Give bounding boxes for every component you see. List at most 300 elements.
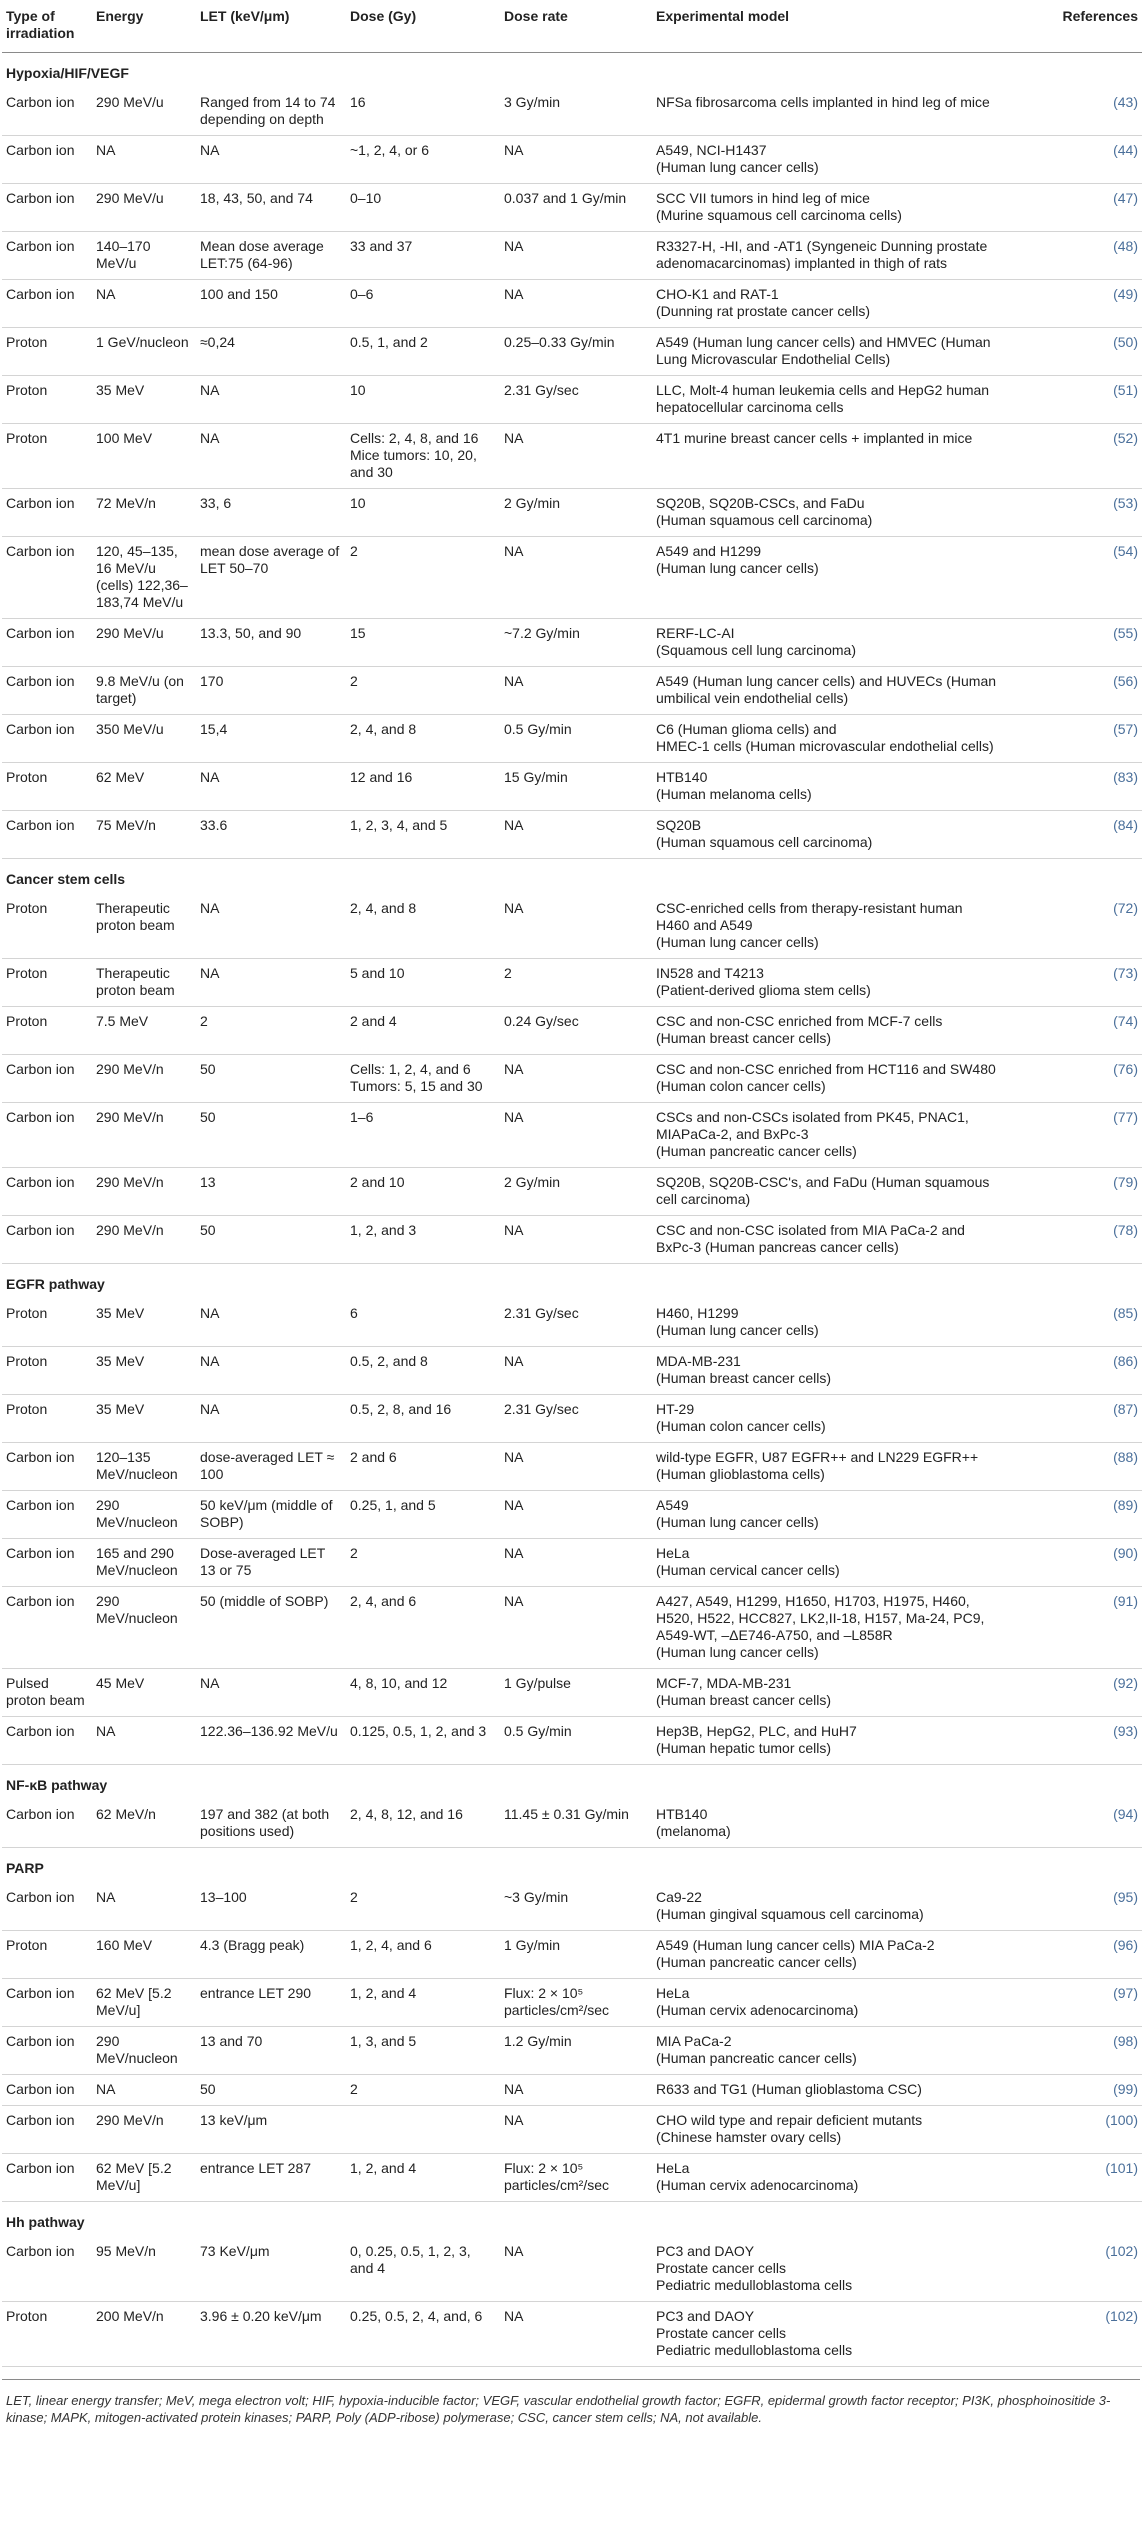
table-row [2, 1717, 1142, 1765]
cell-experimental-model [652, 1491, 1002, 1539]
cell-reference[interactable]: (53) [1002, 489, 1142, 537]
cell-let: dose-averaged LET ≈ 100 [196, 1443, 346, 1491]
cell-let: NA [196, 763, 346, 811]
model-line: (Human pancreatic cancer cells) [656, 1954, 857, 1970]
table-row [2, 959, 1142, 1007]
model-line: A549 (Human lung cancer cells) MIA PaCa-2 [656, 1937, 935, 1953]
cell-dose-rate: ~7.2 Gy/min [500, 619, 652, 667]
cell-let: NA [196, 1395, 346, 1443]
cell-let: 50 [196, 1103, 346, 1168]
cell-dose-rate: NA [500, 1539, 652, 1587]
cell-experimental-model [652, 959, 1002, 1007]
cell-energy: 62 MeV/n [92, 1800, 196, 1848]
cell-energy: 290 MeV/u [92, 184, 196, 232]
cell-let: NA [196, 959, 346, 1007]
table-row [2, 1491, 1142, 1539]
cell-type-of-irradiation: Carbon ion [2, 184, 92, 232]
model-line: wild-type EGFR, U87 EGFR++ and LN229 EGFR++ [656, 1449, 979, 1465]
cell-let: NA [196, 1299, 346, 1347]
cell-type-of-irradiation: Proton [2, 1931, 92, 1979]
cell-reference[interactable]: (54) [1002, 537, 1142, 619]
cell-reference[interactable]: (49) [1002, 280, 1142, 328]
table-row [2, 715, 1142, 763]
model-line: HeLa [656, 2160, 690, 2176]
model-line: RERF-LC-AI [656, 625, 735, 641]
cell-dose-rate: NA [500, 894, 652, 959]
model-line: CSCs and non-CSCs isolated from PK45, PNAC1, MIAPaCa-2, and BxPc-3 [656, 1109, 969, 1142]
cell-energy: 62 MeV [92, 763, 196, 811]
cell-dose-rate: 1 Gy/min [500, 1931, 652, 1979]
cell-energy: 9.8 MeV/u (on target) [92, 667, 196, 715]
cell-energy: Therapeutic proton beam [92, 959, 196, 1007]
model-line: (Human cervix adenocarcinoma) [656, 2177, 859, 2193]
model-line: A549 and H1299 [656, 543, 762, 559]
cell-dose: 2, 4, and 6 [346, 1587, 500, 1669]
cell-energy: 7.5 MeV [92, 1007, 196, 1055]
cell-type-of-irradiation: Carbon ion [2, 232, 92, 280]
model-line: A427, A549, H1299, H1650, H1703, H1975, H460, H520, H522, HCC827, LK2,II-18, H157, Ma-24, PC9, A549-WT, –ΔE746-A750, and –L858R [656, 1593, 985, 1643]
model-line: (Human lung cancer cells) [656, 159, 819, 175]
section-title: NF-κB pathway [6, 1777, 108, 1793]
cell-experimental-model [652, 1979, 1002, 2027]
cell-energy: NA [92, 280, 196, 328]
table-row [2, 2106, 1142, 2154]
cell-reference[interactable]: (84) [1002, 811, 1142, 859]
cell-dose-rate: 0.5 Gy/min [500, 715, 652, 763]
cell-let: 2 [196, 1007, 346, 1055]
cell-energy: 100 MeV [92, 424, 196, 489]
cell-energy: 290 MeV/n [92, 1168, 196, 1216]
cell-dose: 12 and 16 [346, 763, 500, 811]
cell-let: NA [196, 894, 346, 959]
table-row [2, 1587, 1142, 1669]
table-row [2, 1800, 1142, 1848]
section-header-row [2, 859, 1142, 895]
table-row [2, 1347, 1142, 1395]
cell-type-of-irradiation: Carbon ion [2, 2237, 92, 2302]
model-line: MDA-MB-231 [656, 1353, 741, 1369]
cell-experimental-model: 4T1 murine breast cancer cells + implanted in mice [652, 424, 1002, 489]
cell-reference[interactable]: (47) [1002, 184, 1142, 232]
cell-experimental-model [652, 2302, 1002, 2367]
cell-experimental-model [652, 2237, 1002, 2302]
cell-experimental-model [652, 1347, 1002, 1395]
table-row [2, 763, 1142, 811]
model-line: MIA PaCa-2 [656, 2033, 732, 2049]
model-line: (Patient-derived glioma stem cells) [656, 982, 871, 998]
model-line: SQ20B, SQ20B-CSCs, and FaDu [656, 495, 865, 511]
model-line: Prostate cancer cells [656, 2325, 786, 2341]
cell-let: 50 (middle of SOBP) [196, 1587, 346, 1669]
model-line: C6 (Human glioma cells) and [656, 721, 837, 737]
cell-dose-rate: 2 Gy/min [500, 489, 652, 537]
cell-energy: 290 MeV/nucleon [92, 1587, 196, 1669]
cell-reference[interactable]: (87) [1002, 1395, 1142, 1443]
section-title: Hypoxia/HIF/VEGF [6, 65, 129, 81]
cell-dose-rate: NA [500, 2075, 652, 2106]
model-line: Hep3B, HepG2, PLC, and HuH7 [656, 1723, 857, 1739]
cell-reference[interactable]: (102) [1002, 2237, 1142, 2302]
cell-dose-rate: 3 Gy/min [500, 88, 652, 136]
model-line: (Human squamous cell carcinoma) [656, 834, 873, 850]
cell-experimental-model [652, 1717, 1002, 1765]
cell-experimental-model [652, 619, 1002, 667]
table-row [2, 1669, 1142, 1717]
table-row [2, 2302, 1142, 2367]
table-header [2, 0, 1142, 53]
cell-reference[interactable]: (52) [1002, 424, 1142, 489]
table-row [2, 184, 1142, 232]
cell-dose: 0–10 [346, 184, 500, 232]
cell-experimental-model [652, 2154, 1002, 2202]
cell-energy: 165 and 290 MeV/nucleon [92, 1539, 196, 1587]
cell-type-of-irradiation: Proton [2, 1007, 92, 1055]
model-line: (Human breast cancer cells) [656, 1370, 832, 1386]
cell-dose: 2 and 4 [346, 1007, 500, 1055]
model-line: CHO wild type and repair deficient mutants [656, 2112, 923, 2128]
cell-reference[interactable]: (86) [1002, 1347, 1142, 1395]
cell-experimental-model: CSC and non-CSC isolated from MIA PaCa-2 and BxPc-3 (Human pancreas cancer cells) [652, 1216, 1002, 1264]
model-line: (Human glioblastoma cells) [656, 1466, 825, 1482]
cell-experimental-model [652, 763, 1002, 811]
cell-type-of-irradiation: Carbon ion [2, 1883, 92, 1931]
model-line: CSC and non-CSC enriched from MCF-7 cells [656, 1013, 943, 1029]
cell-reference[interactable]: (78) [1002, 1216, 1142, 1264]
cell-reference[interactable]: (94) [1002, 1800, 1142, 1848]
table-row [2, 2154, 1142, 2202]
cell-let: entrance LET 287 [196, 2154, 346, 2202]
cell-let: 33, 6 [196, 489, 346, 537]
model-line: (Human melanoma cells) [656, 786, 812, 802]
cell-type-of-irradiation: Carbon ion [2, 1979, 92, 2027]
section-title: PARP [6, 1860, 44, 1876]
model-line: (Human pancreatic cancer cells) [656, 2050, 857, 2066]
cell-reference[interactable]: (89) [1002, 1491, 1142, 1539]
cell-dose: Cells: 2, 4, 8, and 16 Mice tumors: 10, 20, and 30 [346, 424, 500, 489]
cell-reference[interactable]: (88) [1002, 1443, 1142, 1491]
cell-let: 50 [196, 1055, 346, 1103]
model-line: HTB140 [656, 769, 708, 785]
cell-type-of-irradiation: Carbon ion [2, 537, 92, 619]
cell-reference[interactable]: (95) [1002, 1883, 1142, 1931]
cell-experimental-model [652, 280, 1002, 328]
section-header-row [2, 1765, 1142, 1801]
cell-dose-rate: 11.45 ± 0.31 Gy/min [500, 1800, 652, 1848]
cell-let: 50 [196, 1216, 346, 1264]
table-row [2, 424, 1142, 489]
cell-let: entrance LET 290 [196, 1979, 346, 2027]
cell-reference[interactable]: (85) [1002, 1299, 1142, 1347]
table-row [2, 280, 1142, 328]
cell-dose: 2 and 6 [346, 1443, 500, 1491]
cell-energy: 120–135 MeV/nucleon [92, 1443, 196, 1491]
cell-reference[interactable]: (98) [1002, 2027, 1142, 2075]
cell-dose-rate: 15 Gy/min [500, 763, 652, 811]
cell-reference[interactable]: (102) [1002, 2302, 1142, 2367]
cell-dose-rate: 0.037 and 1 Gy/min [500, 184, 652, 232]
cell-type-of-irradiation: Carbon ion [2, 1443, 92, 1491]
cell-dose-rate: 0.24 Gy/sec [500, 1007, 652, 1055]
model-line: MCF-7, MDA-MB-231 [656, 1675, 792, 1691]
cell-experimental-model [652, 2027, 1002, 2075]
header-type-of-irradiation: Type of irradiation [2, 0, 92, 53]
table-row [2, 2027, 1142, 2075]
cell-energy: NA [92, 1883, 196, 1931]
cell-dose-rate: NA [500, 1491, 652, 1539]
cell-energy: 75 MeV/n [92, 811, 196, 859]
table-row [2, 1979, 1142, 2027]
cell-type-of-irradiation: Carbon ion [2, 489, 92, 537]
model-line: A549, NCI-H1437 [656, 142, 767, 158]
cell-energy: 290 MeV/nucleon [92, 2027, 196, 2075]
cell-dose-rate: NA [500, 424, 652, 489]
table-row [2, 1539, 1142, 1587]
cell-energy: 290 MeV/n [92, 1055, 196, 1103]
cell-dose-rate: 2 Gy/min [500, 1168, 652, 1216]
model-line: (Human lung cancer cells) [656, 1322, 819, 1338]
cell-dose: 0.5, 2, 8, and 16 [346, 1395, 500, 1443]
model-line: (Human gingival squamous cell carcinoma) [656, 1906, 924, 1922]
cell-dose: 2 [346, 1539, 500, 1587]
cell-dose: Cells: 1, 2, 4, and 6 Tumors: 5, 15 and 30 [346, 1055, 500, 1103]
cell-reference[interactable]: (77) [1002, 1103, 1142, 1168]
cell-energy: 290 MeV/nucleon [92, 1491, 196, 1539]
cell-type-of-irradiation: Carbon ion [2, 1168, 92, 1216]
cell-reference[interactable]: (57) [1002, 715, 1142, 763]
cell-energy: 95 MeV/n [92, 2237, 196, 2302]
cell-type-of-irradiation: Carbon ion [2, 811, 92, 859]
cell-let: 18, 43, 50, and 74 [196, 184, 346, 232]
cell-dose-rate: NA [500, 232, 652, 280]
cell-let: 197 and 382 (at both positions used) [196, 1800, 346, 1848]
cell-dose: 15 [346, 619, 500, 667]
table-row [2, 537, 1142, 619]
model-line: PC3 and DAOY [656, 2308, 755, 2324]
section-header-row [2, 1264, 1142, 1300]
cell-experimental-model: R3327-H, -HI, and -AT1 (Syngeneic Dunning prostate adenomacarcinomas) implanted in thigh of rats [652, 232, 1002, 280]
cell-dose: 2, 4, and 8 [346, 894, 500, 959]
cell-reference[interactable]: (51) [1002, 376, 1142, 424]
cell-dose-rate: NA [500, 537, 652, 619]
cell-experimental-model: R633 and TG1 (Human glioblastoma CSC) [652, 2075, 1002, 2106]
cell-dose: 10 [346, 376, 500, 424]
cell-dose: 0–6 [346, 280, 500, 328]
cell-let: 4.3 (Bragg peak) [196, 1931, 346, 1979]
cell-dose-rate: Flux: 2 × 10⁵ particles/cm²/sec [500, 2154, 652, 2202]
cell-experimental-model [652, 715, 1002, 763]
table-row [2, 1216, 1142, 1264]
cell-experimental-model: LLC, Molt-4 human leukemia cells and HepG2 human hepatocellular carcinoma cells [652, 376, 1002, 424]
cell-let: 3.96 ± 0.20 keV/μm [196, 2302, 346, 2367]
cell-dose-rate: 2.31 Gy/sec [500, 1395, 652, 1443]
cell-reference[interactable]: (93) [1002, 1717, 1142, 1765]
cell-dose-rate: 2.31 Gy/sec [500, 376, 652, 424]
cell-reference[interactable]: (97) [1002, 1979, 1142, 2027]
cell-reference[interactable]: (83) [1002, 763, 1142, 811]
cell-reference[interactable]: (74) [1002, 1007, 1142, 1055]
cell-let: Dose-averaged LET 13 or 75 [196, 1539, 346, 1587]
model-line: (Human lung cancer cells) [656, 1644, 819, 1660]
section-title: Hh pathway [6, 2214, 85, 2230]
cell-experimental-model [652, 1931, 1002, 1979]
cell-dose-rate: 1 Gy/pulse [500, 1669, 652, 1717]
cell-dose: 0, 0.25, 0.5, 1, 2, 3, and 4 [346, 2237, 500, 2302]
cell-dose: 1, 2, and 3 [346, 1216, 500, 1264]
table-row [2, 2075, 1142, 2106]
cell-energy: 290 MeV/u [92, 619, 196, 667]
cell-experimental-model [652, 2106, 1002, 2154]
model-line: (Human lung cancer cells) [656, 1514, 819, 1530]
cell-reference[interactable]: (101) [1002, 2154, 1142, 2202]
header-row [2, 0, 1142, 53]
cell-reference[interactable]: (48) [1002, 232, 1142, 280]
cell-reference[interactable]: (56) [1002, 667, 1142, 715]
cell-let: NA [196, 1669, 346, 1717]
cell-experimental-model [652, 1587, 1002, 1669]
cell-type-of-irradiation: Carbon ion [2, 2027, 92, 2075]
model-line: (Human lung cancer cells) [656, 934, 819, 950]
cell-reference[interactable]: (43) [1002, 88, 1142, 136]
table-footnote: LET, linear energy transfer; MeV, mega electron volt; HIF, hypoxia-inducible factor; VEGF, vascular endothelial growth factor; EGFR, epidermal growth factor receptor; PI3K, phosphoinositide 3-kinase; MAPK, mitogen-activated protein kinases; PARP, Poly (ADP-ribose) polymerase; CSC, cancer stem cells; NA, not available. [2, 2379, 1140, 2426]
cell-type-of-irradiation: Pulsed proton beam [2, 1669, 92, 1717]
cell-let: mean dose average of LET 50–70 [196, 537, 346, 619]
header-dose: Dose (Gy) [346, 0, 500, 53]
cell-energy: 1 GeV/nucleon [92, 328, 196, 376]
cell-dose: 2, 4, 8, 12, and 16 [346, 1800, 500, 1848]
cell-type-of-irradiation: Carbon ion [2, 1800, 92, 1848]
cell-reference[interactable]: (55) [1002, 619, 1142, 667]
table-row [2, 619, 1142, 667]
cell-energy: 350 MeV/u [92, 715, 196, 763]
cell-dose-rate: NA [500, 811, 652, 859]
cell-type-of-irradiation: Proton [2, 1299, 92, 1347]
cell-energy: Therapeutic proton beam [92, 894, 196, 959]
cell-dose-rate: 0.5 Gy/min [500, 1717, 652, 1765]
cell-dose: 0.125, 0.5, 1, 2, and 3 [346, 1717, 500, 1765]
model-line: (Human cervix adenocarcinoma) [656, 2002, 859, 2018]
cell-type-of-irradiation: Carbon ion [2, 88, 92, 136]
table-row [2, 1168, 1142, 1216]
cell-reference[interactable]: (91) [1002, 1587, 1142, 1669]
cell-type-of-irradiation: Carbon ion [2, 1539, 92, 1587]
cell-type-of-irradiation: Carbon ion [2, 136, 92, 184]
cell-experimental-model [652, 811, 1002, 859]
cell-experimental-model: A549 (Human lung cancer cells) and HMVEC (Human Lung Microvascular Endothelial Cells) [652, 328, 1002, 376]
header-experimental-model: Experimental model [652, 0, 1002, 53]
cell-reference[interactable]: (96) [1002, 1931, 1142, 1979]
cell-experimental-model [652, 1669, 1002, 1717]
table-row [2, 1055, 1142, 1103]
table-row [2, 1883, 1142, 1931]
cell-experimental-model [652, 1883, 1002, 1931]
cell-let: 13.3, 50, and 90 [196, 619, 346, 667]
table-row [2, 1443, 1142, 1491]
model-line: (Murine squamous cell carcinoma cells) [656, 207, 902, 223]
model-line: HeLa [656, 1545, 690, 1561]
cell-type-of-irradiation: Carbon ion [2, 2154, 92, 2202]
cell-let: 170 [196, 667, 346, 715]
cell-type-of-irradiation: Proton [2, 763, 92, 811]
cell-experimental-model: A549 (Human lung cancer cells) and HUVECs (Human umbilical vein endothelial cells) [652, 667, 1002, 715]
cell-energy: 72 MeV/n [92, 489, 196, 537]
cell-dose-rate: NA [500, 1443, 652, 1491]
cell-type-of-irradiation: Carbon ion [2, 667, 92, 715]
cell-reference[interactable]: (44) [1002, 136, 1142, 184]
cell-dose: 6 [346, 1299, 500, 1347]
table-row [2, 1007, 1142, 1055]
table-row [2, 328, 1142, 376]
cell-energy: 290 MeV/n [92, 2106, 196, 2154]
cell-reference[interactable]: (72) [1002, 894, 1142, 959]
cell-experimental-model [652, 1007, 1002, 1055]
cell-dose: 10 [346, 489, 500, 537]
cell-dose: 33 and 37 [346, 232, 500, 280]
cell-dose: 1, 3, and 5 [346, 2027, 500, 2075]
cell-energy: 62 MeV [5.2 MeV/u] [92, 2154, 196, 2202]
cell-let: 13 [196, 1168, 346, 1216]
cell-type-of-irradiation: Carbon ion [2, 2106, 92, 2154]
cell-energy: 290 MeV/n [92, 1216, 196, 1264]
cell-reference[interactable]: (90) [1002, 1539, 1142, 1587]
cell-type-of-irradiation: Carbon ion [2, 715, 92, 763]
cell-energy: 35 MeV [92, 376, 196, 424]
table-row [2, 88, 1142, 136]
cell-dose: 4, 8, 10, and 12 [346, 1669, 500, 1717]
cell-dose: 1–6 [346, 1103, 500, 1168]
header-references: References [1002, 0, 1142, 53]
table-row [2, 2237, 1142, 2302]
table-row [2, 667, 1142, 715]
header-let: LET (keV/μm) [196, 0, 346, 53]
cell-reference[interactable]: (79) [1002, 1168, 1142, 1216]
header-dose-rate: Dose rate [500, 0, 652, 53]
cell-reference[interactable]: (50) [1002, 328, 1142, 376]
cell-dose: 1, 2, 4, and 6 [346, 1931, 500, 1979]
cell-reference[interactable]: (99) [1002, 2075, 1142, 2106]
cell-dose: 0.5, 1, and 2 [346, 328, 500, 376]
table-row [2, 232, 1142, 280]
cell-dose: 0.25, 1, and 5 [346, 1491, 500, 1539]
irradiation-studies-table [2, 0, 1142, 2367]
table-row [2, 1299, 1142, 1347]
cell-dose-rate: 2 [500, 959, 652, 1007]
model-line: HTB140 [656, 1806, 708, 1822]
cell-reference[interactable]: (73) [1002, 959, 1142, 1007]
cell-reference[interactable]: (92) [1002, 1669, 1142, 1717]
cell-let: 50 keV/μm (middle of SOBP) [196, 1491, 346, 1539]
cell-type-of-irradiation: Proton [2, 376, 92, 424]
table-row [2, 1931, 1142, 1979]
cell-dose-rate: NA [500, 1103, 652, 1168]
cell-reference[interactable]: (76) [1002, 1055, 1142, 1103]
cell-let: NA [196, 376, 346, 424]
cell-dose-rate: 0.25–0.33 Gy/min [500, 328, 652, 376]
cell-let: 15,4 [196, 715, 346, 763]
cell-experimental-model [652, 537, 1002, 619]
cell-dose-rate: NA [500, 2237, 652, 2302]
cell-experimental-model [652, 1539, 1002, 1587]
section-header-row [2, 1848, 1142, 1884]
cell-reference[interactable]: (100) [1002, 2106, 1142, 2154]
cell-dose-rate: 1.2 Gy/min [500, 2027, 652, 2075]
cell-dose-rate: NA [500, 2302, 652, 2367]
table-row [2, 1395, 1142, 1443]
cell-energy: 35 MeV [92, 1347, 196, 1395]
cell-let: 50 [196, 2075, 346, 2106]
cell-experimental-model [652, 1395, 1002, 1443]
cell-dose: 0.5, 2, and 8 [346, 1347, 500, 1395]
cell-type-of-irradiation: Carbon ion [2, 1491, 92, 1539]
